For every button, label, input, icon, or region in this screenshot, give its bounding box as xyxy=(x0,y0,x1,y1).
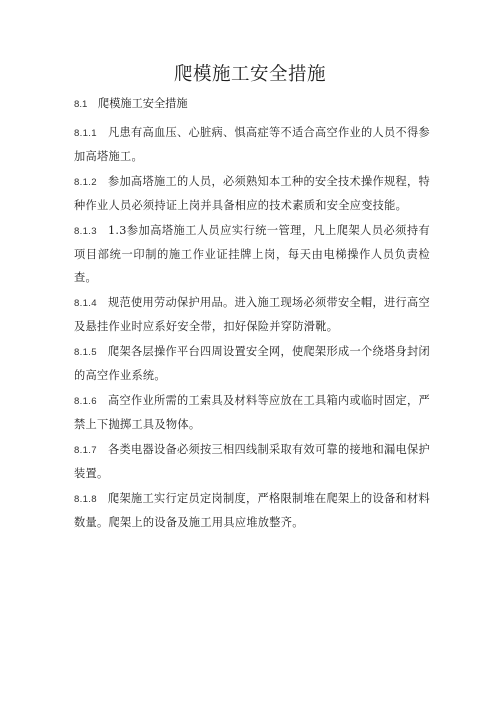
section-heading xyxy=(74,96,430,113)
clause-text: 爬架各层操作平台四周设置安全网，使爬架形成一个绕塔身封闭的高空作业系统。 xyxy=(74,345,430,382)
clause-text: 1.3参加高塔施工人员应实行统一管理，凡上爬架人员必须持有项目部统一印制的施工作业证挂牌上岗，每天由电梯操作人员负责检查。 xyxy=(74,224,430,284)
clause-text: 爬架施工实行定员定岗制度，严格限制堆在爬架上的设备和材料数量。爬架上的设备及施工用具应堆放整齐。 xyxy=(74,492,430,529)
clause-number: 8.1.6 xyxy=(74,396,97,407)
clause-8-1-7 xyxy=(74,438,430,485)
clause-8-1-5 xyxy=(74,340,430,387)
clause-number: 8.1.3 xyxy=(74,226,97,237)
clause-8-1-2 xyxy=(74,170,430,217)
clause-8-1-8 xyxy=(74,487,430,534)
clause-number: 8.1.5 xyxy=(74,347,97,358)
clause-8-1-1 xyxy=(74,121,430,168)
clause-number: 8.1.4 xyxy=(74,298,97,309)
clause-text: 各类电器设备必须按三相四线制采取有效可靠的接地和漏电保护装置。 xyxy=(74,443,430,480)
clause-text: 规范使用劳动保护用品。进入施工现场必须带安全帽，进行高空及悬挂作业时应系好安全带，扣好保险并穿防滑靴。 xyxy=(74,296,430,333)
clause-number: 8.1.8 xyxy=(74,494,97,505)
section-number: 8.1 xyxy=(74,99,88,110)
clause-8-1-6 xyxy=(74,389,430,436)
clause-number: 8.1.7 xyxy=(74,445,97,456)
section-heading-text: 爬模施工安全措施 xyxy=(98,97,188,110)
clause-text: 凡患有高血压、心脏病、惧高症等不适合高空作业的人员不得参加高塔施工。 xyxy=(74,126,430,163)
document-title: 爬模施工安全措施 xyxy=(173,64,326,85)
clause-number: 8.1.2 xyxy=(74,177,97,188)
clause-number: 8.1.1 xyxy=(74,128,97,139)
clause-8-1-4 xyxy=(74,291,430,338)
document-body xyxy=(74,96,430,536)
clause-text: 参加高塔施工的人员，必须熟知本工种的安全技术操作规程，特种作业人员必须持证上岗并具备相应的技术素质和安全应变技能。 xyxy=(74,175,430,212)
clause-8-1-3 xyxy=(74,219,430,289)
clause-text: 高空作业所需的工索具及材料等应放在工具箱内或临时固定，严禁上下抛掷工具及物体。 xyxy=(74,394,430,431)
